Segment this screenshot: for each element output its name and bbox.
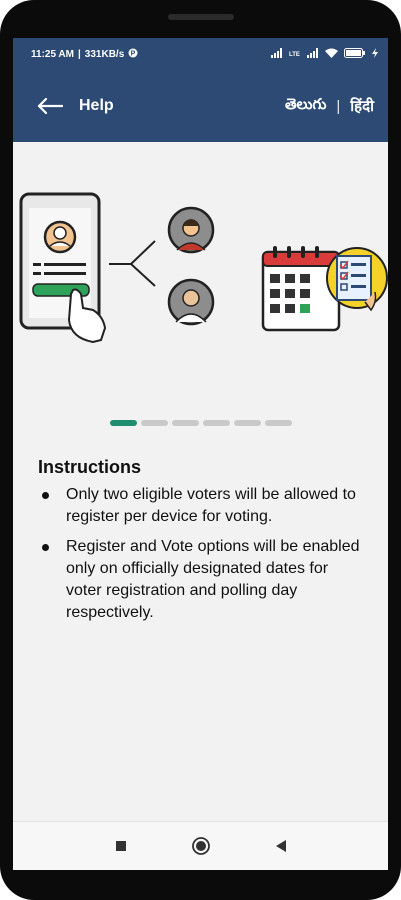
charging-icon bbox=[372, 48, 378, 60]
lang-telugu-button[interactable]: తెలుగు bbox=[284, 95, 327, 113]
volte-icon bbox=[289, 48, 301, 60]
lang-separator: | bbox=[336, 97, 341, 115]
carousel-dot-1[interactable] bbox=[110, 420, 137, 426]
signal-icon bbox=[271, 48, 283, 60]
wifi-icon bbox=[325, 48, 338, 60]
connector-lines bbox=[109, 241, 155, 286]
bullet-icon bbox=[42, 492, 49, 499]
help-illustration bbox=[13, 142, 388, 402]
status-time: 11:25 AM bbox=[31, 48, 74, 60]
speaker-grille bbox=[168, 14, 234, 20]
svg-text:LTE: LTE bbox=[289, 52, 300, 58]
instruction-text: Only two eligible voters will be allowed to register per device for voting. bbox=[66, 486, 356, 525]
screen bbox=[13, 38, 388, 870]
app-bar bbox=[13, 70, 388, 142]
battery-icon bbox=[344, 48, 366, 60]
triangle-back-nav-icon[interactable] bbox=[271, 836, 291, 856]
page-title: Help bbox=[79, 97, 114, 114]
instructions-heading: Instructions bbox=[38, 457, 142, 477]
carousel-dot-5[interactable] bbox=[234, 420, 261, 426]
phone-icon bbox=[21, 194, 105, 342]
calendar-icon bbox=[263, 246, 339, 330]
instructions-list bbox=[38, 484, 368, 624]
carousel-dot-6[interactable] bbox=[265, 420, 292, 426]
carousel-indicator bbox=[13, 420, 388, 426]
lang-hindi-button[interactable]: हिंदी bbox=[350, 98, 374, 115]
checklist-icon bbox=[327, 248, 387, 310]
female-voter-icon bbox=[169, 208, 213, 252]
male-voter-icon bbox=[169, 280, 213, 324]
data-saver-icon bbox=[128, 48, 138, 61]
instruction-item bbox=[38, 536, 368, 624]
instruction-item bbox=[38, 484, 368, 528]
carousel-dot-4[interactable] bbox=[203, 420, 230, 426]
instructions-section bbox=[38, 457, 368, 632]
instruction-text: Register and Vote options will be enabled only on officially designated dates for voter registration and polling day respectively. bbox=[66, 538, 360, 621]
bullet-icon bbox=[42, 544, 49, 551]
carousel-dot-3[interactable] bbox=[172, 420, 199, 426]
signal-icon-2 bbox=[307, 48, 319, 60]
back-arrow-icon[interactable] bbox=[37, 96, 65, 116]
circle-nav-icon[interactable] bbox=[191, 836, 211, 856]
square-nav-icon[interactable] bbox=[111, 836, 131, 856]
system-nav-bar bbox=[13, 821, 388, 870]
svg-text:P: P bbox=[130, 50, 136, 57]
carousel-dot-2[interactable] bbox=[141, 420, 168, 426]
status-bar: 11:25 AM | 331KB/s P LTE bbox=[13, 38, 388, 70]
status-speed: 331KB/s bbox=[84, 48, 125, 60]
